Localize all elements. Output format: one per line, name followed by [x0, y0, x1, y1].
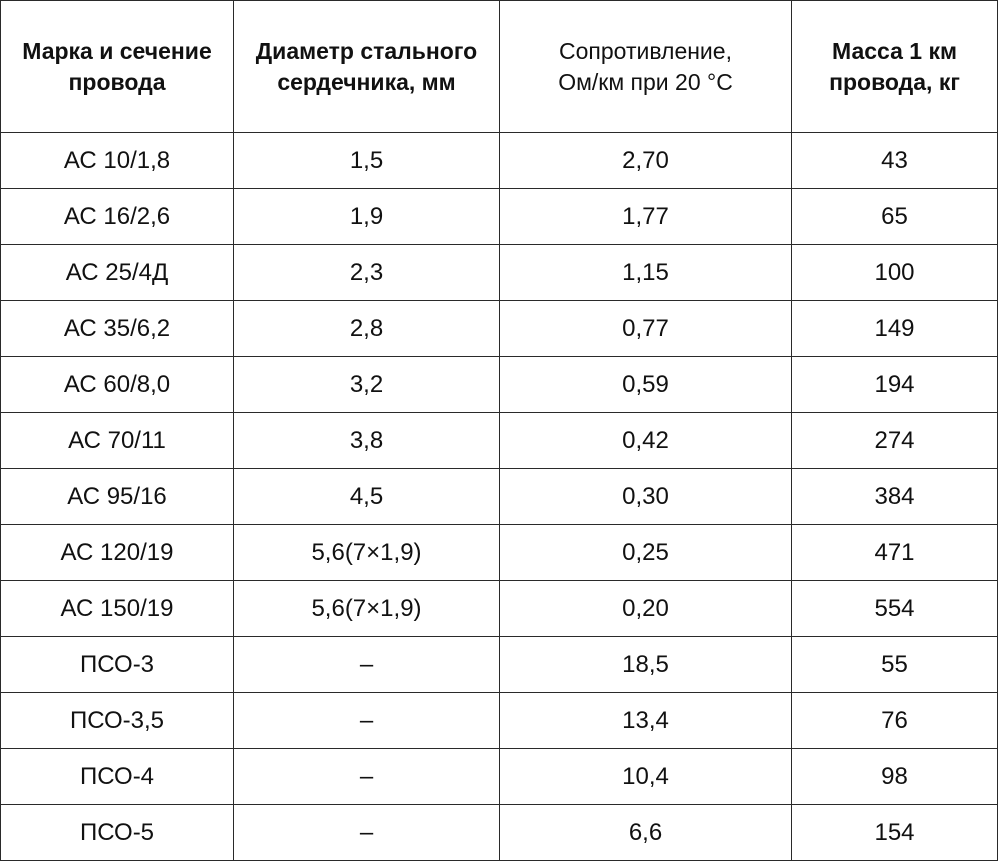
cell-mass: 98: [792, 749, 998, 805]
cell-grade: АС 70/11: [1, 413, 234, 469]
cell-mass: 194: [792, 357, 998, 413]
cell-core-diameter: –: [234, 749, 500, 805]
cell-grade: АС 10/1,8: [1, 133, 234, 189]
cell-core-diameter: 3,2: [234, 357, 500, 413]
cell-core-diameter: 5,6(7×1,9): [234, 581, 500, 637]
table-row: [1, 413, 998, 469]
cell-grade: ПСО-3,5: [1, 693, 234, 749]
cell-core-diameter: –: [234, 637, 500, 693]
cell-mass: 76: [792, 693, 998, 749]
table-row: [1, 469, 998, 525]
cell-resistance: 2,70: [500, 133, 792, 189]
cell-core-diameter: –: [234, 693, 500, 749]
cell-resistance: 0,20: [500, 581, 792, 637]
cell-resistance: 6,6: [500, 805, 792, 861]
cell-resistance: 0,59: [500, 357, 792, 413]
cell-core-diameter: 3,8: [234, 413, 500, 469]
header-line: Диаметр стального: [255, 37, 478, 64]
cell-mass: 384: [792, 469, 998, 525]
cell-grade: ПСО-4: [1, 749, 234, 805]
cell-resistance: 10,4: [500, 749, 792, 805]
table-row: [1, 245, 998, 301]
cell-mass: 43: [792, 133, 998, 189]
table-row: [1, 525, 998, 581]
cell-grade: АС 60/8,0: [1, 357, 234, 413]
cell-mass: 55: [792, 637, 998, 693]
header-core-diameter: [234, 1, 500, 133]
header-line: сердечника, мм: [277, 68, 456, 95]
cell-core-diameter: 1,5: [234, 133, 500, 189]
cell-resistance: 0,30: [500, 469, 792, 525]
header-line: провода, кг: [829, 68, 960, 95]
cell-grade: ПСО-5: [1, 805, 234, 861]
cell-core-diameter: 1,9: [234, 189, 500, 245]
header-row: [1, 1, 998, 133]
table-row: [1, 805, 998, 861]
cell-mass: 149: [792, 301, 998, 357]
cell-grade: АС 16/2,6: [1, 189, 234, 245]
cell-core-diameter: 2,8: [234, 301, 500, 357]
header-resistance: [500, 1, 792, 133]
cell-grade: АС 150/19: [1, 581, 234, 637]
header-line: Ом/км при 20 °С: [558, 68, 733, 95]
cell-core-diameter: –: [234, 805, 500, 861]
cell-resistance: 1,15: [500, 245, 792, 301]
cell-grade: АС 95/16: [1, 469, 234, 525]
table-row: [1, 133, 998, 189]
table-row: [1, 693, 998, 749]
cell-core-diameter: 2,3: [234, 245, 500, 301]
cell-grade: АС 35/6,2: [1, 301, 234, 357]
cell-grade: ПСО-3: [1, 637, 234, 693]
header-mass: [792, 1, 998, 133]
table-row: [1, 301, 998, 357]
header-line: Масса 1 км: [832, 37, 957, 64]
cell-grade: АС 25/4Д: [1, 245, 234, 301]
table-row: [1, 637, 998, 693]
cell-resistance: 18,5: [500, 637, 792, 693]
table-row: [1, 581, 998, 637]
cell-mass: 154: [792, 805, 998, 861]
table-row: [1, 189, 998, 245]
header-grade-section: [1, 1, 234, 133]
cell-core-diameter: 4,5: [234, 469, 500, 525]
cell-mass: 274: [792, 413, 998, 469]
header-line: Сопротивление,: [559, 37, 732, 64]
cell-mass: 554: [792, 581, 998, 637]
cell-resistance: 0,77: [500, 301, 792, 357]
header-line: Марка и сечение: [22, 37, 212, 64]
table-row: [1, 749, 998, 805]
cell-resistance: 13,4: [500, 693, 792, 749]
table-row: [1, 357, 998, 413]
cell-mass: 65: [792, 189, 998, 245]
cell-resistance: 1,77: [500, 189, 792, 245]
cell-resistance: 0,42: [500, 413, 792, 469]
header-line: провода: [68, 68, 166, 95]
cell-mass: 471: [792, 525, 998, 581]
cell-resistance: 0,25: [500, 525, 792, 581]
cell-grade: АС 120/19: [1, 525, 234, 581]
cell-mass: 100: [792, 245, 998, 301]
cell-core-diameter: 5,6(7×1,9): [234, 525, 500, 581]
